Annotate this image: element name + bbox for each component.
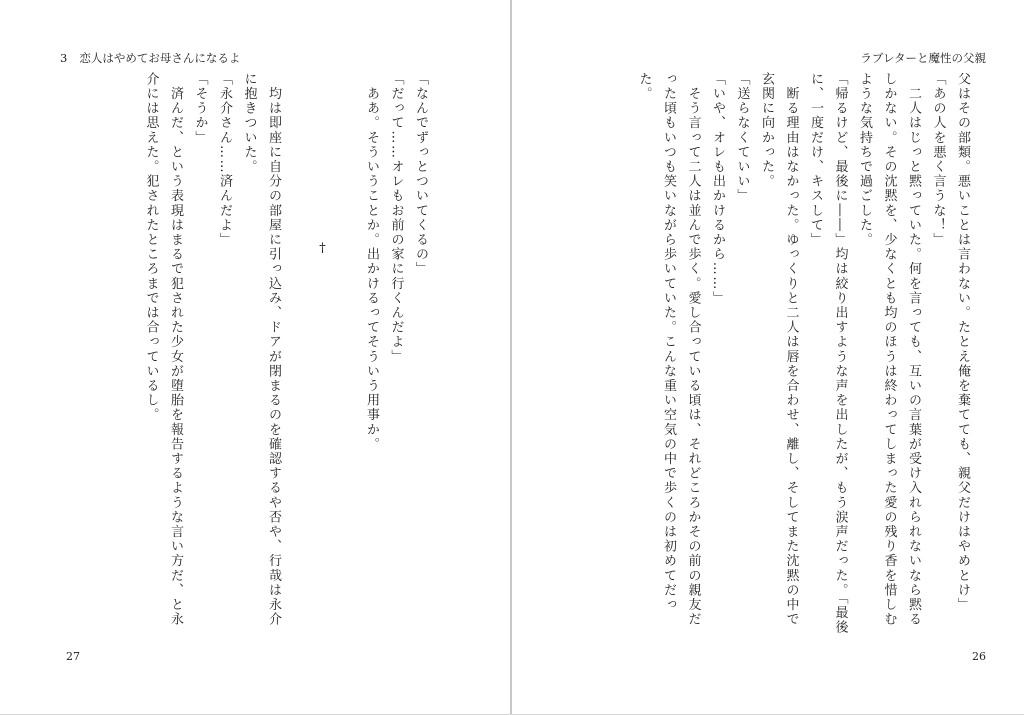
paragraph: 「いや、オレも出かけるから……」 <box>710 72 725 306</box>
left-page <box>0 0 510 715</box>
paragraph: 父はその部類。悪いことは言わない。たとえ俺を棄てても、親父だけはやめとけ」 <box>955 72 970 613</box>
paragraph: 「なんでずっとついてくるの」 <box>413 72 428 277</box>
paragraph: 二人はじっと黙っていた。何を言っても、互いの言葉が受け入れられないなら黙るしかない。その沈黙を、少なくとも均のほうは終わってしまった愛の残り香を惜しむような気持ちで過ごした。 <box>857 72 921 627</box>
right-running-head: ラブレターと魔性の父親 <box>860 51 986 65</box>
paragraph: 済んだ、という表現はまるで犯された少女が堕胎を報告するような言い方だ、と永介には思えた。犯されたところまでは合っているし。 <box>143 72 183 627</box>
section-divider-dagger: † <box>315 241 330 258</box>
paragraph: そう言って二人は並んで歩く。愛し合っている頃は、それどころかその前の親友だった頃もいつも笑いながら歩いていた。こんな重い空気の中で歩くのは初めてだった。 <box>636 72 701 627</box>
chapter-number: 3 <box>60 51 68 65</box>
page-number-left: 27 <box>66 650 80 663</box>
page-number-right: 26 <box>972 650 986 663</box>
blank-line <box>285 72 310 637</box>
blank-line <box>334 72 359 637</box>
paragraph: 断る理由はなかった。ゆっくりと二人は唇を合わせ、離し、そしてまた沈黙の中で玄関に向かった。 <box>759 72 799 627</box>
paragraph: 「あの人を悪く言うな！」 <box>930 72 946 248</box>
right-body-text <box>600 72 974 637</box>
chapter-title: 恋人はやめてお母さんになるよ <box>79 51 241 65</box>
paragraph: 「送らなくていい」 <box>734 72 750 204</box>
paragraph: ああ。そういうことか。出かけるってそういう用事か。 <box>364 72 379 452</box>
paragraph: 「帰るけど、最後に――」均は絞り出すような声を出したが、もう涙声だった。「最後に、一度だけ、キスして」 <box>808 72 848 635</box>
paragraph: 均は即座に自分の部屋に引っ込み、ドアが閉まるのを確認するや否や、行哉は永介に抱きついた。 <box>241 72 281 627</box>
paragraph: 「だって……オレもお前の家に行くんだよ」 <box>388 72 404 364</box>
left-body-text <box>82 72 432 637</box>
paragraph: 「そうか」 <box>192 72 208 145</box>
paragraph: 「永介さん……済んだよ」 <box>217 72 232 248</box>
left-running-head <box>60 51 240 65</box>
